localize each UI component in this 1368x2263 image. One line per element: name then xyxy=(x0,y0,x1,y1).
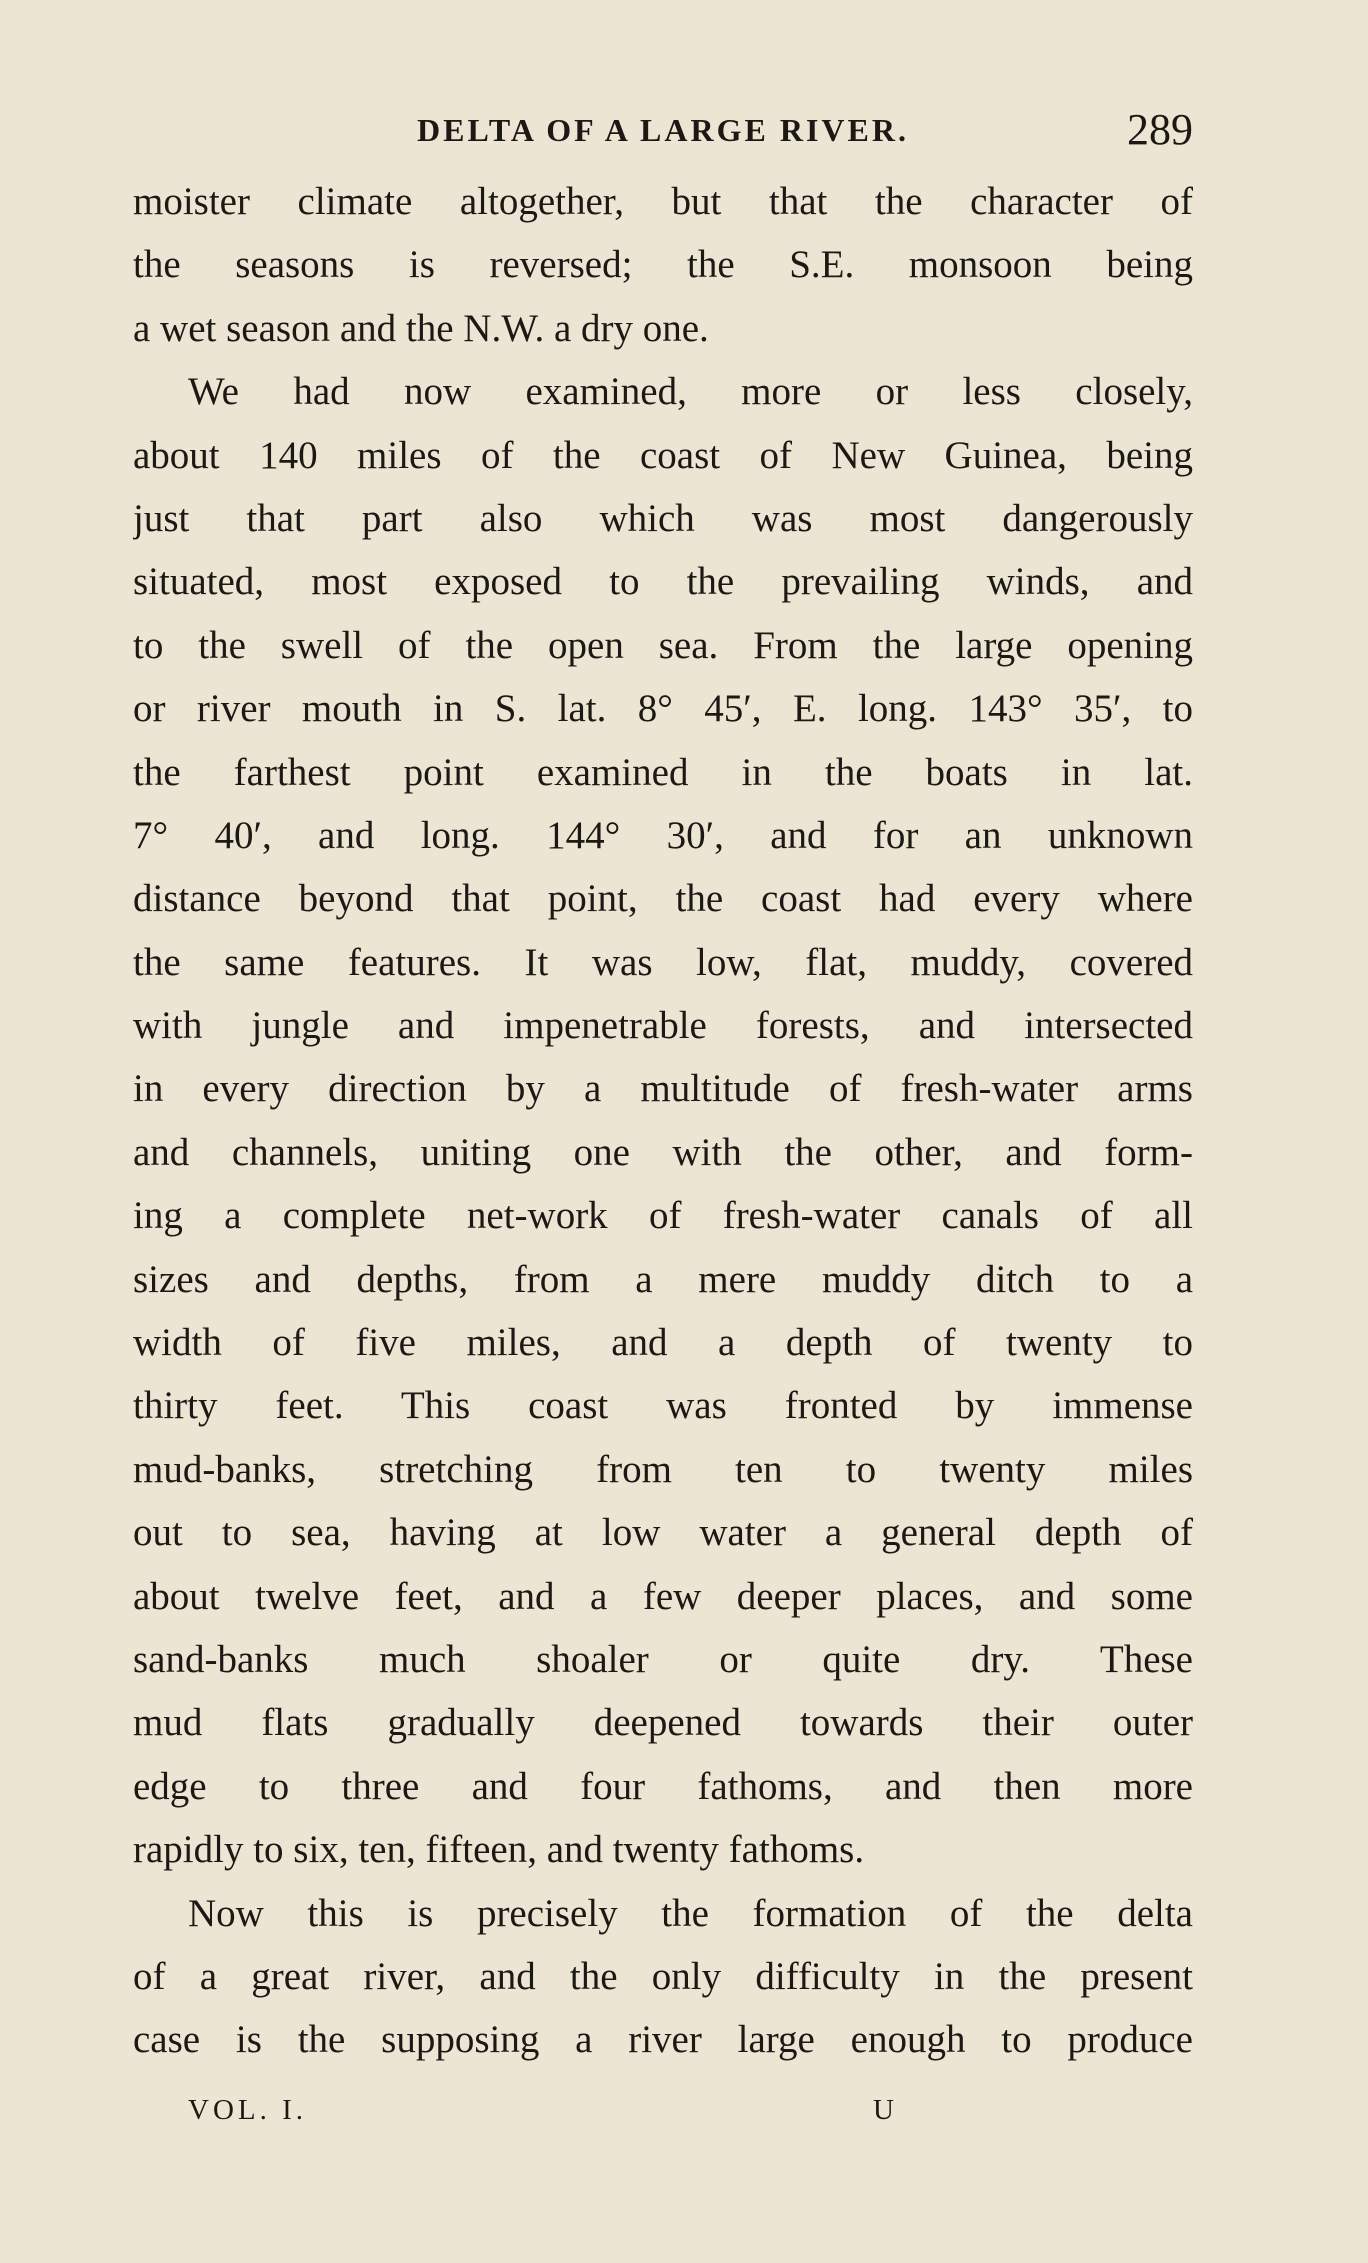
text-line: moister climate altogether, but that the character of xyxy=(133,180,1193,223)
running-title: DELTA OF A LARGE RIVER. xyxy=(417,112,909,148)
page-footer xyxy=(133,2080,1193,2140)
text-line: We had now examined, more or less closely, xyxy=(188,370,1193,414)
signature-mark: U xyxy=(873,2094,894,2126)
text-line: width of five miles, and a depth of twenty to xyxy=(133,1321,1193,1365)
text-line: or river mouth in S. lat. 8° 45′, E. long. 143° 35′, to xyxy=(133,687,1193,731)
text-line: and channels, uniting one with the other, and form- xyxy=(133,1130,1193,1174)
text-line: the same features. It was low, flat, muddy, covered xyxy=(133,940,1193,984)
text-line: distance beyond that point, the coast had every where xyxy=(133,877,1193,921)
text-line: mud-banks, stretching from ten to twenty miles xyxy=(133,1447,1193,1491)
text-line: mud flats gradually deepened towards their outer xyxy=(133,1701,1193,1745)
text-line: with jungle and impenetrable forests, and intersected xyxy=(133,1004,1193,1048)
text-line: a wet season and the N.W. a dry one. xyxy=(133,306,709,350)
text-line: in every direction by a multitude of fresh-water arms xyxy=(133,1067,1193,1111)
text-line: thirty feet. This coast was fronted by immense xyxy=(133,1384,1193,1428)
text-line: ing a complete net-work of fresh-water canals of all xyxy=(133,1194,1193,1238)
text-line: Now this is precisely the formation of the delta xyxy=(188,1891,1193,1935)
text-line: of a great river, and the only difficulty in the present xyxy=(133,1954,1193,1998)
page-number: 289 xyxy=(1127,105,1193,154)
body-text xyxy=(133,170,1193,2072)
text-line: to the swell of the open sea. From the large opening xyxy=(133,623,1193,667)
running-head xyxy=(133,100,1193,160)
text-line: the farthest point examined in the boats in lat. xyxy=(133,750,1193,794)
text-line: sand-banks much shoaler or quite dry. These xyxy=(133,1637,1193,1681)
text-line: case is the supposing a river large enough to produce xyxy=(133,2018,1193,2062)
text-line: the seasons is reversed; the S.E. monsoon being xyxy=(133,243,1193,287)
text-line: about twelve feet, and a few deeper places, and some xyxy=(133,1574,1193,1618)
text-line: sizes and depths, from a mere muddy ditch to a xyxy=(133,1257,1193,1301)
text-line: just that part also which was most dangerously xyxy=(133,496,1193,540)
text-line: about 140 miles of the coast of New Guinea, being xyxy=(133,433,1193,477)
text-line: 7° 40′, and long. 144° 30′, and for an unknown xyxy=(133,813,1193,857)
text-line: out to sea, having at low water a general depth of xyxy=(133,1511,1193,1555)
volume-marker: VOL. I. xyxy=(188,2094,308,2126)
text-line: edge to three and four fathoms, and then more xyxy=(133,1764,1193,1808)
text-line: situated, most exposed to the prevailing winds, and xyxy=(133,560,1193,604)
text-line: rapidly to six, ten, fifteen, and twenty fathoms. xyxy=(133,1828,865,1872)
